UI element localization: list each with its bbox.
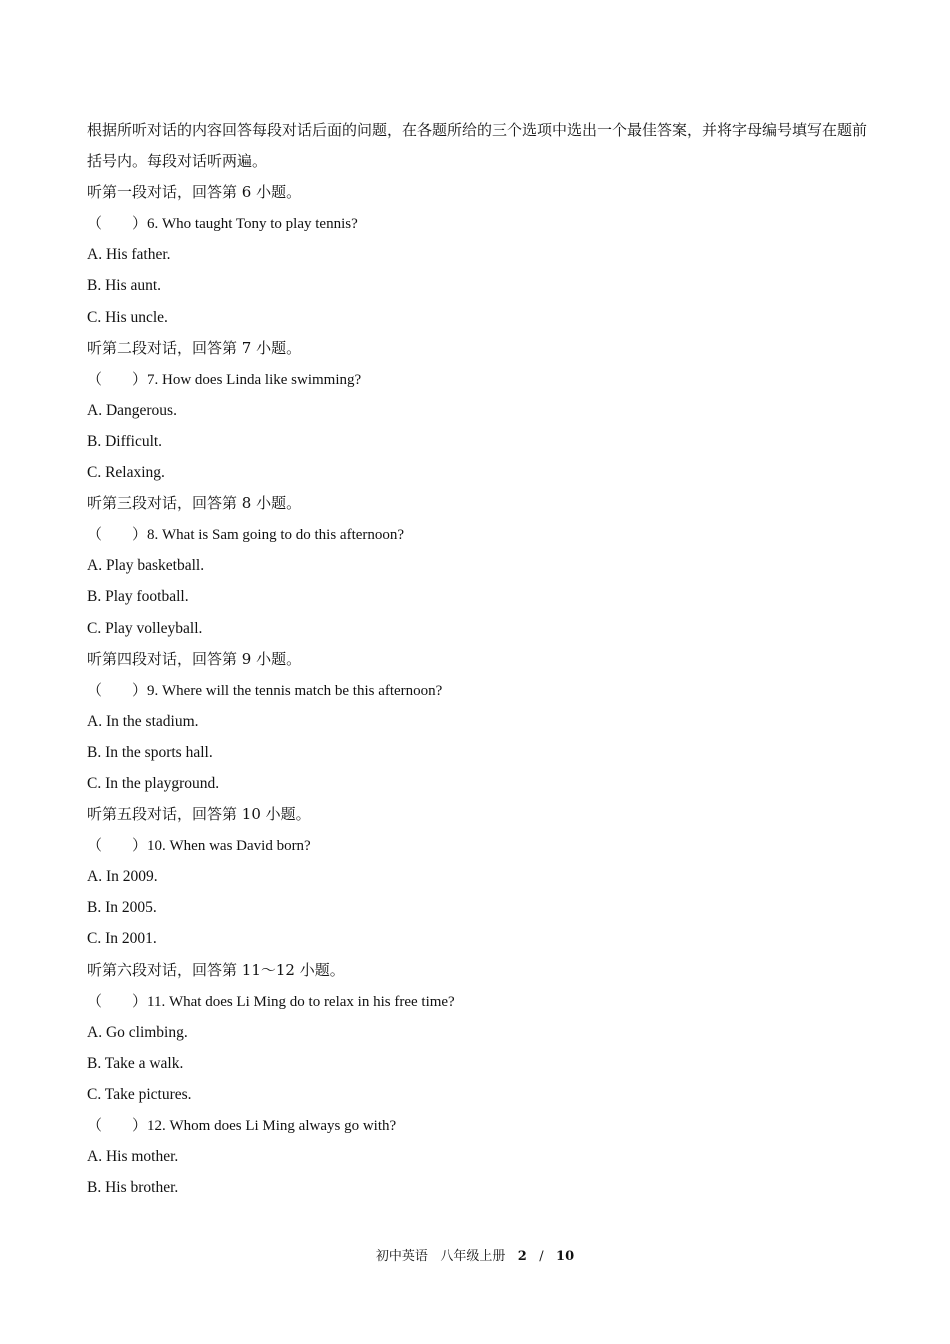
section-instruction: 根据所听对话的内容回答每段对话后面的问题，在各题所给的三个选项中选出一个最佳答案，并将字母编号填写在题前括号内。每段对话听两遍。 (87, 121, 868, 171)
question-text: 11. What does Li Ming do to relax in his free time? (147, 993, 455, 1010)
dialogue-heading: 听第三段对话，回答第 8 小题。 (87, 494, 302, 513)
question-item (87, 519, 877, 550)
answer-blank: （ ） (87, 1116, 148, 1134)
option-a: A. Go climbing. (87, 1023, 188, 1041)
question-item (87, 830, 877, 861)
answer-blank: （ ） (87, 836, 148, 855)
listening-section (87, 115, 877, 1203)
dialogue-heading: 听第四段对话，回答第 9 小题。 (87, 649, 302, 668)
footer-separator: / (539, 1249, 544, 1264)
answer-blank: （ ） (87, 991, 148, 1010)
option-a: A. Play basketball. (87, 557, 205, 575)
dialogue-heading: 听第六段对话，回答第 11～12 小题。 (87, 960, 345, 979)
option-c: C. In the playground. (87, 774, 220, 792)
answer-blank: （ ） (87, 525, 148, 544)
option-a: A. His mother. (87, 1148, 179, 1166)
option-a: A. In the stadium. (87, 712, 199, 730)
option-b: B. Play football. (87, 588, 189, 606)
option-a: A. His father. (87, 246, 171, 264)
option-b: B. In 2005. (87, 899, 157, 917)
option-c: C. Play volleyball. (87, 619, 203, 637)
question-item (87, 675, 877, 706)
footer-subject: 初中英语 (375, 1249, 428, 1264)
dialogue-heading: 听第五段对话，回答第 10 小题。 (87, 805, 311, 824)
dialogue-heading: 听第一段对话，回答第 6 小题。 (87, 183, 302, 202)
option-c: C. Relaxing. (87, 464, 165, 482)
option-b: B. Take a walk. (87, 1054, 184, 1072)
question-item (87, 208, 877, 239)
option-a: A. In 2009. (87, 868, 158, 886)
answer-blank: （ ） (87, 369, 148, 388)
question-text: 6. Who taught Tony to play tennis? (147, 216, 358, 233)
option-c: C. His uncle. (87, 308, 168, 326)
option-b: B. His brother. (87, 1179, 179, 1197)
option-b: B. His aunt. (87, 277, 162, 295)
question-text: 8. What is Sam going to do this afternoon? (147, 527, 405, 544)
footer-page-number: 2 (517, 1249, 527, 1264)
answer-blank: （ ） (87, 214, 148, 233)
answer-blank: （ ） (87, 680, 148, 699)
question-item (87, 364, 877, 395)
footer-total-pages: 10 (556, 1249, 575, 1264)
option-a: A. Dangerous. (87, 401, 177, 419)
option-c: C. Take pictures. (87, 1085, 192, 1103)
option-c: C. In 2001. (87, 930, 157, 948)
option-b: B. Difficult. (87, 432, 163, 450)
page-footer (0, 1245, 950, 1264)
question-text: 10. When was David born? (147, 838, 311, 855)
question-text: 12. Whom does Li Ming always go with? (147, 1118, 397, 1134)
question-text: 9. Where will the tennis match be this afternoon? (147, 682, 443, 699)
footer-grade: 八年级上册 (440, 1249, 506, 1264)
question-item (87, 986, 877, 1017)
option-b: B. In the sports hall. (87, 743, 213, 761)
question-item (87, 1110, 877, 1141)
dialogue-heading: 听第二段对话，回答第 7 小题。 (87, 338, 302, 357)
question-text: 7. How does Linda like swimming? (147, 371, 362, 388)
